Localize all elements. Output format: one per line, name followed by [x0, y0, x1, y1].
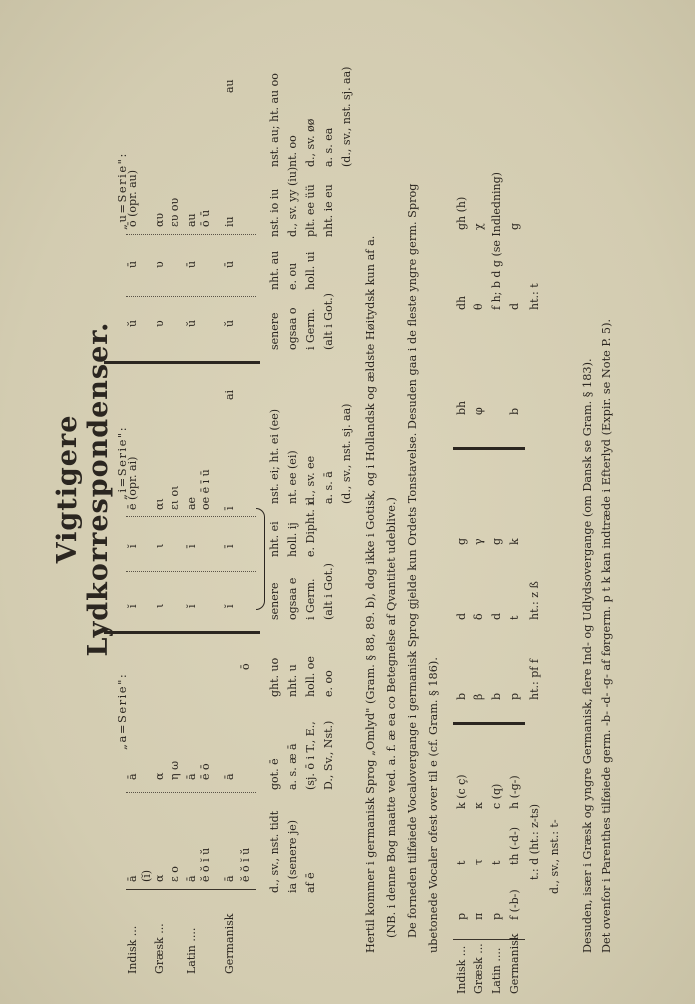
footer-line-1: Desuden, især i Græsk og yngre Germanisk, flere Ind- og Udlydsovergange (om Dansk se Gram. § 183). [581, 358, 594, 953]
consonant-note: d., sv., nst.: t- [548, 819, 561, 894]
consonant-cell: γ [472, 538, 485, 545]
vowel-note: ght. uo [268, 657, 281, 697]
consonant-cell: g [508, 222, 521, 230]
consonant-cell: π [472, 912, 485, 920]
vowel-cell: ĕ ŏ ĭ ŭ [199, 847, 212, 882]
vowel-cell: ē (opr. ai) [126, 456, 139, 510]
vowel-cell: η ω [168, 760, 181, 780]
consonant-note: ht.: t [528, 283, 541, 310]
row-label: Germanisk [508, 933, 521, 994]
vowel-cell: ā [185, 773, 198, 780]
dotted-divider [126, 571, 256, 572]
vowel-cell: ae [185, 496, 198, 510]
consonant-cell: bh [455, 400, 468, 415]
vowel-cell: ευ ου [168, 197, 181, 227]
dotted-divider [126, 792, 256, 793]
footer-line-2: Det ovenfor i Parenthes tilføiede germ. -b- -d- -g- af førgerm. p t k kan indtræde i Efterlyd (Expir. se Note P. 5). [600, 318, 613, 953]
consonant-note: ht.: pf f [528, 659, 541, 700]
vowel-note: i Germ. [304, 308, 317, 350]
row-label: Latin .... [490, 947, 503, 994]
vowel-cell: ĕ ŏ ĭ ŭ [239, 847, 252, 882]
vowel-cell: ā [126, 875, 139, 882]
dotted-divider [126, 296, 256, 297]
vowel-cell: ō ū [199, 209, 212, 227]
vowel-note: a. s. æ ā [286, 743, 299, 790]
consonant-cell: t [490, 860, 503, 865]
vowel-cell: ĭ [126, 604, 139, 608]
paragraph-umlaut: Hertil kommer i germanisk Sprog „Omlyd" (Gram. § 88, 89. b), dog ikke i Gotisk, og i Hollandsk og ældste Høitydsk kun af a. [364, 235, 377, 953]
consonant-cell: b [490, 692, 503, 700]
vowel-cell: ĭ [126, 544, 139, 548]
row-label: Indisk ... [455, 945, 468, 994]
consonant-note: t.: d (ht.: z-ts) [528, 803, 541, 880]
vowel-cell: α [153, 874, 166, 882]
consonant-cell: f (-b-) [508, 889, 521, 920]
vowel-label-divider [126, 889, 256, 890]
consonant-cell: p [508, 692, 521, 700]
dotted-divider [126, 516, 256, 517]
consonant-cell: k [508, 538, 521, 545]
paragraph-unstressed: ubetonede Vocaler ofest over til e (cf. Gram. § 186). [427, 657, 440, 953]
consonant-cell: b [508, 407, 521, 415]
consonant-cell: p [490, 912, 503, 920]
consonant-cell: φ [472, 407, 485, 415]
consonant-cell: p [455, 912, 468, 920]
consonant-cell: k (c ç) [455, 774, 468, 809]
vowel-note: holl. ij [286, 522, 299, 557]
vowel-cell: au [223, 79, 236, 93]
consonant-cell: gh (h) [455, 196, 468, 230]
vowel-cell: ā [223, 773, 236, 780]
consonant-cell: dh [455, 295, 468, 310]
consonant-cell: κ [472, 802, 485, 809]
vowel-cell: oe ē ī ū [199, 469, 212, 510]
vowel-note: (d., sv., nst. sj. aa) [340, 66, 353, 167]
vowel-cell: (ĭ) [140, 869, 153, 882]
consonant-cell: b [455, 692, 468, 700]
series-divider [104, 631, 260, 634]
consonant-cell: θ [472, 303, 485, 310]
i-series-brace [256, 508, 265, 610]
vowel-cell: ā [126, 773, 139, 780]
consonant-cell: τ [472, 858, 485, 865]
vowel-note: ogsaa o [286, 307, 299, 350]
vowel-note: got. ē [268, 758, 281, 790]
vowel-note: d., sv. øø [304, 118, 317, 167]
vowel-cell: υ [153, 261, 166, 268]
vowel-cell: ει οι [168, 485, 181, 510]
series-divider [104, 361, 260, 364]
paragraph-vowel-changes: De forneden tilføiede Vocalovergange i germanisk Sprog gjelde kun Ordets Tonstavelse. Desuden gaa i de fleste yngre germ. Sprog [406, 183, 419, 938]
consonant-cell: β [472, 693, 485, 700]
page-title: Vigtigere Lydkorrespondenser. [52, 321, 114, 657]
vowel-cell: ā [185, 875, 198, 882]
vowel-note: senere [268, 312, 281, 350]
consonant-cell: δ [472, 613, 485, 620]
consonant-note: ht.: z ß [528, 581, 541, 620]
consonant-cell: g [490, 537, 503, 545]
vowel-cell: ŭ [185, 319, 198, 327]
vowel-note: i Germ. [304, 578, 317, 620]
vowel-cell: ī [185, 544, 198, 548]
vowel-note: holl. oe [304, 656, 317, 697]
vowel-note: d., sv. yy (iu) [286, 166, 299, 237]
vowel-cell: ī [223, 506, 236, 510]
paragraph-nb: (NB. i denne Bog maatte ved. a. f. æ ea co Betegnelse af Qvantitet udeblive.) [385, 497, 398, 938]
vowel-note: nht. ie eu [322, 184, 335, 237]
vowel-note: D., Sv., Nst.) [322, 720, 335, 790]
vowel-cell: ō [239, 663, 252, 670]
consonant-cell: d [490, 612, 503, 620]
vowel-cell: au [185, 213, 198, 227]
vowel-cell: ι [153, 543, 166, 548]
vowel-cell: αι [153, 498, 166, 510]
vowel-note: holl. ui [304, 251, 317, 290]
vowel-note: nht. u [286, 664, 299, 697]
u-series-header: „u=Serie": [115, 152, 129, 230]
vowel-note: (alt i Got.) [322, 293, 335, 350]
vowel-cell: α [153, 772, 166, 780]
i-series-header: „i=Serie": [115, 425, 129, 500]
vowel-note: (alt i Got.) [322, 563, 335, 620]
vowel-cell: ι [153, 603, 166, 608]
vowel-note: nht. au [268, 250, 281, 290]
row-label: Græsk ... [153, 923, 166, 974]
a-series-header: „a=Serie": [115, 672, 129, 750]
vowel-note: nst. io iu [268, 188, 281, 237]
vowel-cell: ε ο [168, 866, 181, 882]
vowel-note: a. s. ā [322, 471, 335, 504]
vowel-note: (d., sv., nst. sj. aa) [340, 403, 353, 504]
consonant-cell: h (-g-) [508, 775, 521, 809]
vowel-cell: ī [223, 544, 236, 548]
vowel-note: e. oo [322, 670, 335, 697]
row-label: Indisk ... [126, 925, 139, 974]
vowel-note: nst. au; ht. au oo [268, 73, 281, 167]
dotted-divider [126, 234, 256, 235]
vowel-cell: ĭ [185, 604, 198, 608]
consonant-cell: g [455, 537, 468, 545]
vowel-cell: ĭ [223, 604, 236, 608]
vowel-cell: ŭ [126, 319, 139, 327]
row-label: Germanisk [223, 913, 236, 974]
consonant-group-divider [453, 447, 525, 450]
consonant-cell: c (q) [490, 783, 503, 809]
vowel-note: plt. ee üü [304, 184, 317, 237]
consonant-cell: f h; b d g (se Indledning) [490, 172, 503, 310]
row-label: Græsk ... [472, 943, 485, 994]
vowel-cell: ŭ [223, 319, 236, 327]
vowel-note: nt. ee (ei) [286, 450, 299, 504]
vowel-note: nht. ei [268, 521, 281, 557]
vowel-note: ogsaa e [286, 577, 299, 620]
vowel-note: e. ou [286, 262, 299, 290]
vowel-cell: ai [223, 389, 236, 400]
consonant-cell: t [455, 860, 468, 865]
vowel-note: nt. oo [286, 135, 299, 167]
vowel-note: nst. ei; ht. ei (ee) [268, 409, 281, 504]
vowel-note: af ē [304, 872, 317, 893]
consonant-group-divider [453, 722, 525, 725]
vowel-cell: iu [223, 216, 236, 227]
vowel-cell: αυ [153, 212, 166, 227]
row-label: Latin .... [185, 927, 198, 974]
vowel-cell: ū [185, 260, 198, 268]
vowel-cell: ū [223, 260, 236, 268]
vowel-note: e. Dipht. i [304, 502, 317, 557]
vowel-cell: ē ō [199, 763, 212, 780]
vowel-note: (sj. ō i T., E., [304, 721, 317, 790]
vowel-note: d., sv. ee [304, 455, 317, 504]
consonant-cell: t [508, 615, 521, 620]
consonant-cell: d [455, 612, 468, 620]
vowel-cell: ū [126, 260, 139, 268]
vowel-note: a. s. ea [322, 127, 335, 167]
consonant-cell: th (-d-) [508, 826, 521, 865]
vowel-cell: υ [153, 320, 166, 327]
vowel-note: senere [268, 582, 281, 620]
vowel-cell: ō (opr. au) [126, 169, 139, 227]
consonant-cell: χ [472, 223, 485, 230]
vowel-note: d., sv., nst. tidt [268, 810, 281, 893]
consonant-cell: d [508, 302, 521, 310]
vowel-cell: ā [223, 875, 236, 882]
vowel-note: ia (senere je) [286, 819, 299, 893]
